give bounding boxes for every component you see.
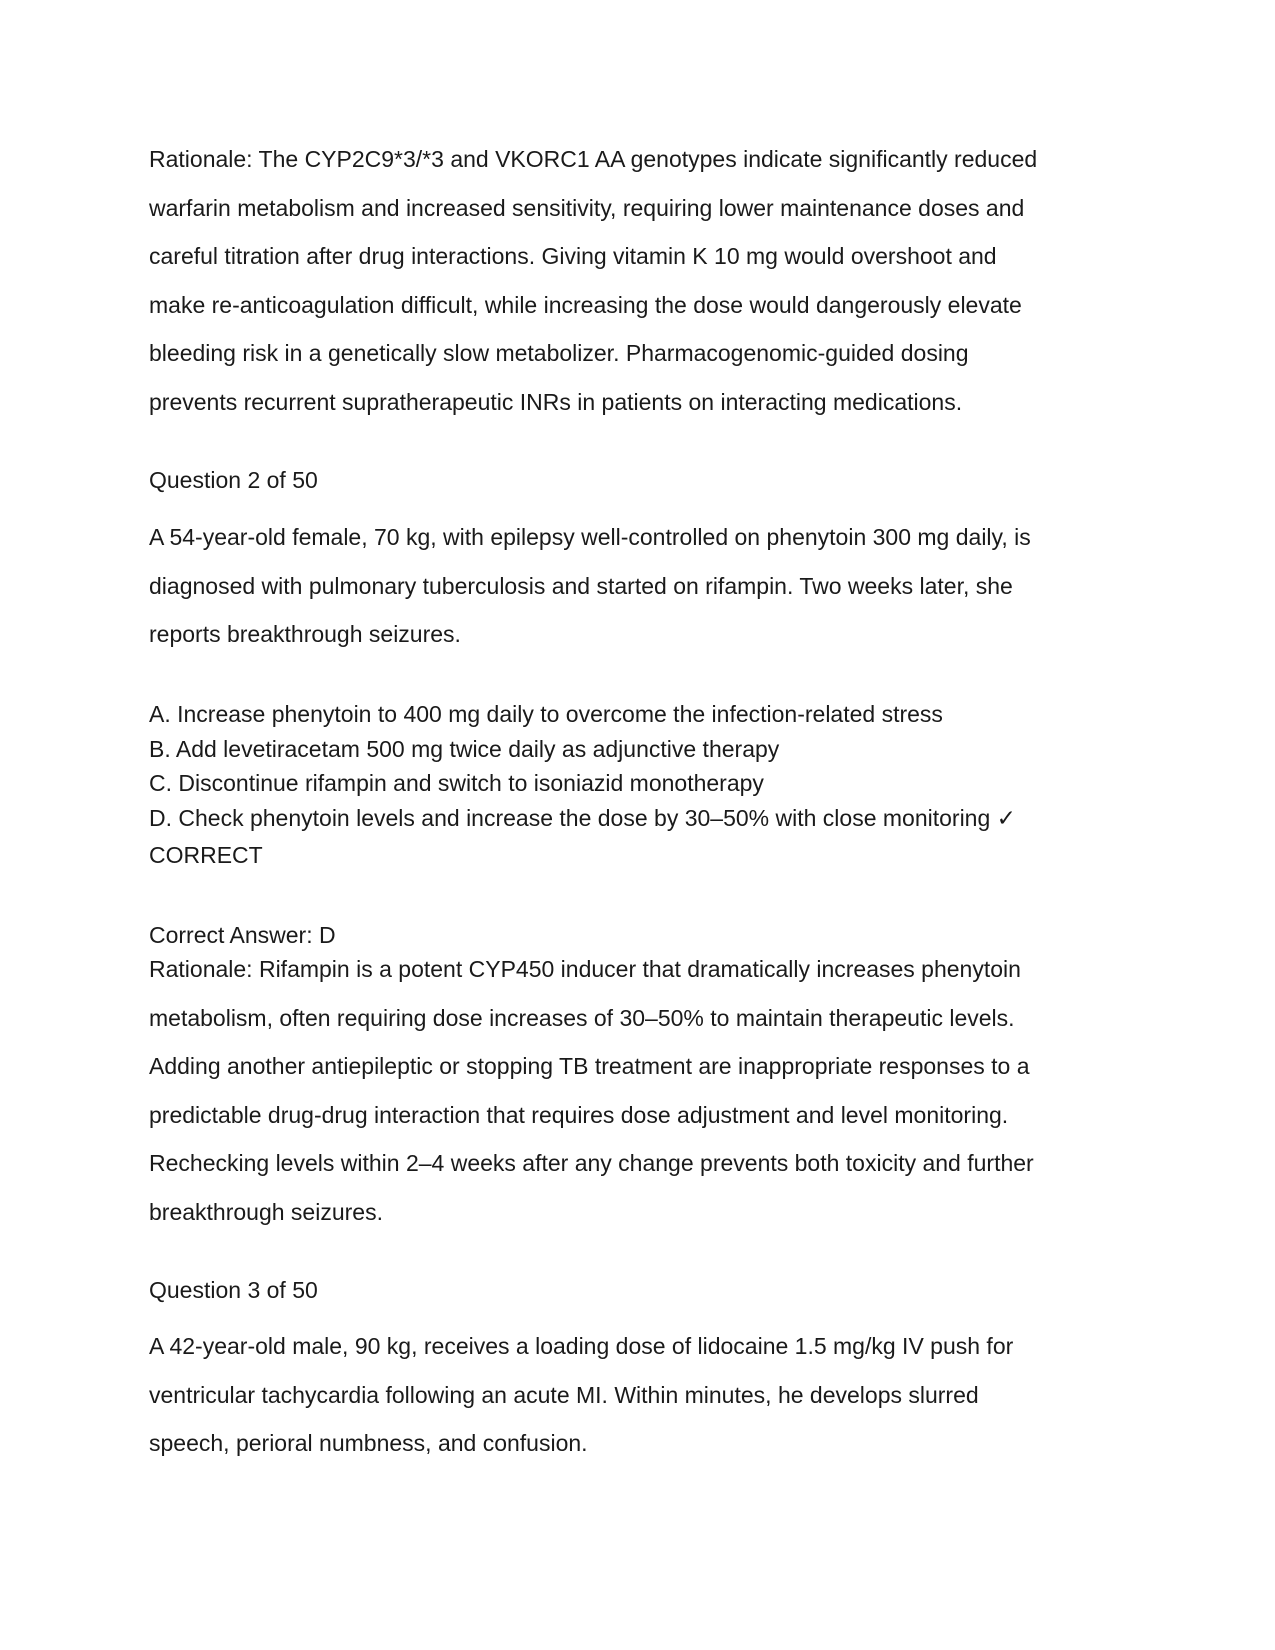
q2-rationale-line: Rechecking levels within 2–4 weeks after any change prevents both toxicity and further <box>149 1150 1034 1176</box>
q2-stem <box>149 513 1129 659</box>
q2-correct-answer: Correct Answer: D <box>149 922 336 948</box>
q3-stem <box>149 1322 1129 1468</box>
q2-rationale-line: Rationale: Rifampin is a potent CYP450 inducer that dramatically increases phenytoin <box>149 956 1021 982</box>
q3-header: Question 3 of 50 <box>149 1277 318 1303</box>
q3-stem-line: speech, perioral numbness, and confusion. <box>149 1430 588 1456</box>
q2-rationale-line: Adding another antiepileptic or stopping TB treatment are inappropriate responses to a <box>149 1053 1030 1079</box>
q2-stem-line: A 54-year-old female, 70 kg, with epilepsy well-controlled on phenytoin 300 mg daily, is <box>149 524 1031 550</box>
q1-rationale-line: careful titration after drug interactions. Giving vitamin K 10 mg would overshoot and <box>149 243 997 269</box>
q2-rationale-line: predictable drug-drug interaction that requires dose adjustment and level monitoring. <box>149 1101 1009 1128</box>
q2-stem-line: reports breakthrough seizures. <box>149 621 461 647</box>
q2-result: CORRECT <box>149 842 263 868</box>
q2-stem-line: diagnosed with pulmonary tuberculosis and started on rifampin. Two weeks later, she <box>149 572 1013 599</box>
q2-header: Question 2 of 50 <box>149 467 318 493</box>
q1-rationale-line: Rationale: The CYP2C9*3/*3 and VKORC1 AA genotypes indicate significantly reduced <box>149 146 1038 172</box>
q2-rationale-line: breakthrough seizures. <box>149 1198 383 1225</box>
q2-option-a: A. Increase phenytoin to 400 mg daily to overcome the infection-related stress <box>149 701 943 727</box>
q1-rationale-line: prevents recurrent supratherapeutic INRs in patients on interacting medications. <box>149 388 963 415</box>
q3-stem-line: A 42-year-old male, 90 kg, receives a loading dose of lidocaine 1.5 mg/kg IV push for <box>149 1333 1014 1359</box>
q1-rationale-line: bleeding risk in a genetically slow metabolizer. Pharmacogenomic-guided dosing <box>149 340 969 366</box>
q1-rationale-line: warfarin metabolism and increased sensitivity, requiring lower maintenance doses and <box>149 194 1025 221</box>
q1-rationale <box>149 135 1129 426</box>
q2-rationale <box>149 945 1129 1236</box>
q2-options <box>149 697 1129 835</box>
q2-option-c: C. Discontinue rifampin and switch to isoniazid monotherapy <box>149 770 764 796</box>
q2-option-d: D. Check phenytoin levels and increase the dose by 30–50% with close monitoring ✓ <box>149 804 1016 831</box>
q3-stem-line: ventricular tachycardia following an acute MI. Within minutes, he develops slurred <box>149 1381 979 1408</box>
q2-option-b: B. Add levetiracetam 500 mg twice daily as adjunctive therapy <box>149 735 780 762</box>
q2-rationale-line: metabolism, often requiring dose increases of 30–50% to maintain therapeutic levels. <box>149 1004 1015 1031</box>
q1-rationale-line: make re-anticoagulation difficult, while increasing the dose would dangerously elevate <box>149 291 1022 318</box>
